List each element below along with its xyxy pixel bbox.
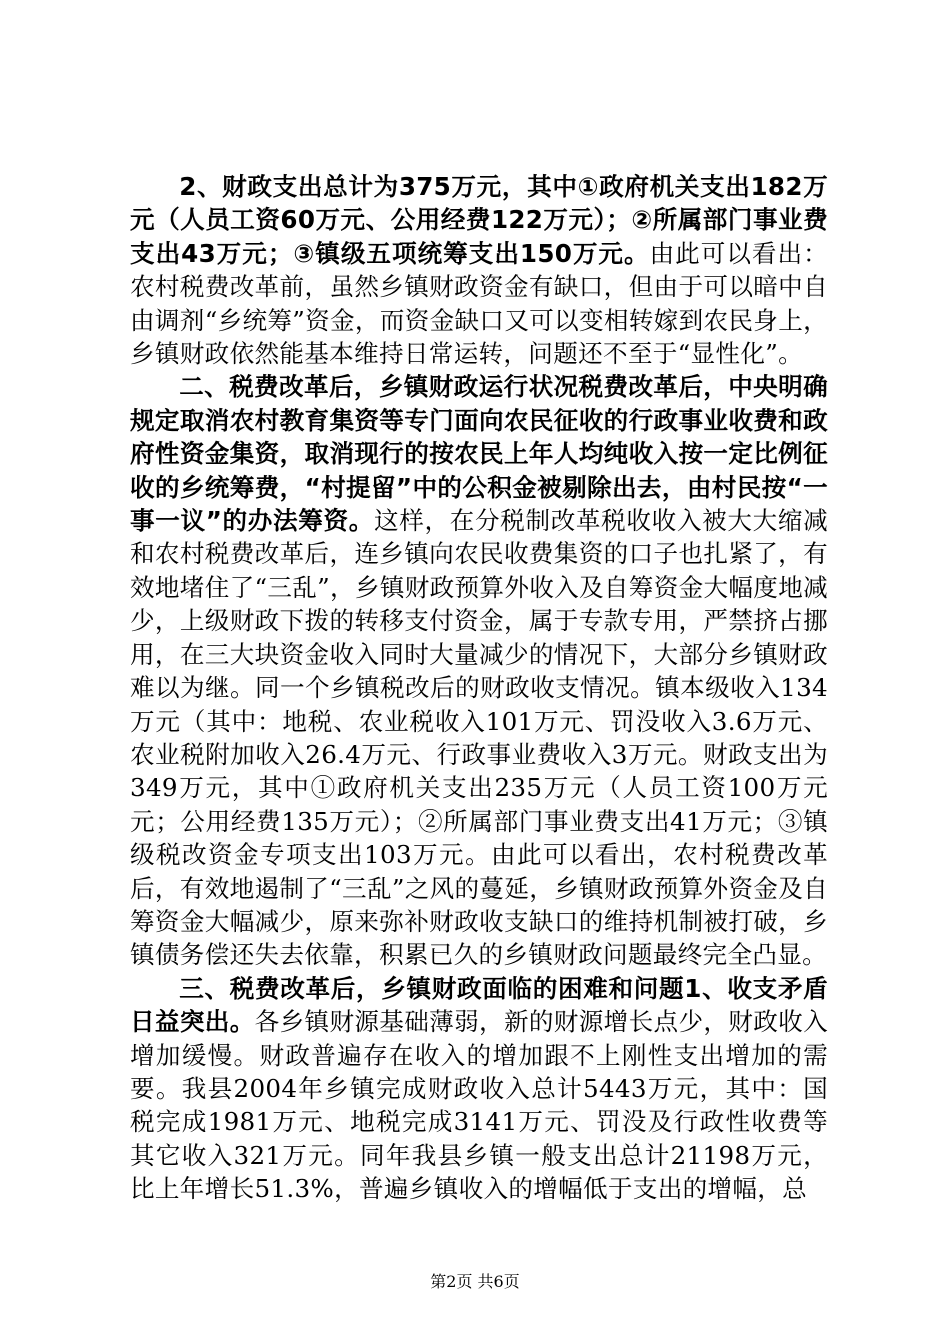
section-two-text: 这样，在分税制改革税收收入被大大缩减和农村税费改革后，连乡镇向农民收费集资的口子也扎紧了，有效地堵住了“三乱”，乡镇财政预算外收入及自筹资金大幅度地减少，上级财政下拨的转移支付资金，属于专款专用，严禁挤占挪用，在三大块资金收入同时大量减少的情况下，大部分乡镇财政难以为继。同一个乡镇税改后的财政收支情况。镇本级收入134万元（其中：地税、农业税收入101万元、罚没收入3.6万元、农业税附加收入26.4万元、行政事业费收入3万元。财政支出为349万元，其中①政府机关支出235万元（人员工资100万元元；公用经费135万元）；②所属部门事业费支出41万元；③镇级税改资金专项支出103万元。由此可以看出，农村税费改革后，有效地遏制了“三乱”之风的蔓延，乡镇财政预算外资金及自筹资金大幅减少，原来弥补财政收支缺口的维持机制被打破，乡镇债务偿还失去依靠，积累已久的乡镇财政问题最终完全凸显。 xyxy=(130,506,829,970)
paragraph-section-three xyxy=(130,972,828,1206)
section-two-heading: 二、税费改革后，乡镇财政运行状况税费改革后，中央明确规定取消农村教育集资等专门面向农民征收的行政事业收费和政府性资金集资，取消现行的按农民上年人均纯收入按一定比例征收的乡统筹费，“村提留”中的公积金被剔除出去，由村民按“一事一议”的办法筹资。 xyxy=(130,372,828,536)
paragraph-section-two xyxy=(130,370,828,971)
document-body xyxy=(130,170,828,1206)
paragraph-expenditure-text: 由此可以看出：农村税费改革前，虽然乡镇财政资金有缺口，但由于可以暗中自由调剂“乡统筹”资金，而资金缺口又可以变相转嫁到农民身上，乡镇财政依然能基本维持日常运转，问题还不至于“显性化”。 xyxy=(130,238,828,369)
section-three-text: 各乡镇财源基础薄弱，新的财源增长点少，财政收入增加缓慢。财政普遍存在收入的增加跟不上刚性支出增加的需要。我县2004年乡镇完成财政收入总计5443万元，其中：国税完成1981万元、地税完成3141万元、罚没及行政性收费等其它收入321万元。同年我县乡镇一般支出总计21198万元，比上年增长51.3%，普遍乡镇收入的增幅低于支出的增幅，总 xyxy=(130,1007,828,1204)
paragraph-expenditure-bold: 2、财政支出总计为375万元，其中①政府机关支出182万元（人员工资60万元、公用经费122万元）；②所属部门事业费支出43万元；③镇级五项统筹支出150万元。 xyxy=(130,172,828,268)
paragraph-expenditure xyxy=(130,170,828,370)
section-three-heading: 三、税费改革后，乡镇财政面临的困难和问题1、收支矛盾日益突出。 xyxy=(130,973,828,1037)
page-number-footer: 第2页 共6页 xyxy=(430,1272,520,1291)
